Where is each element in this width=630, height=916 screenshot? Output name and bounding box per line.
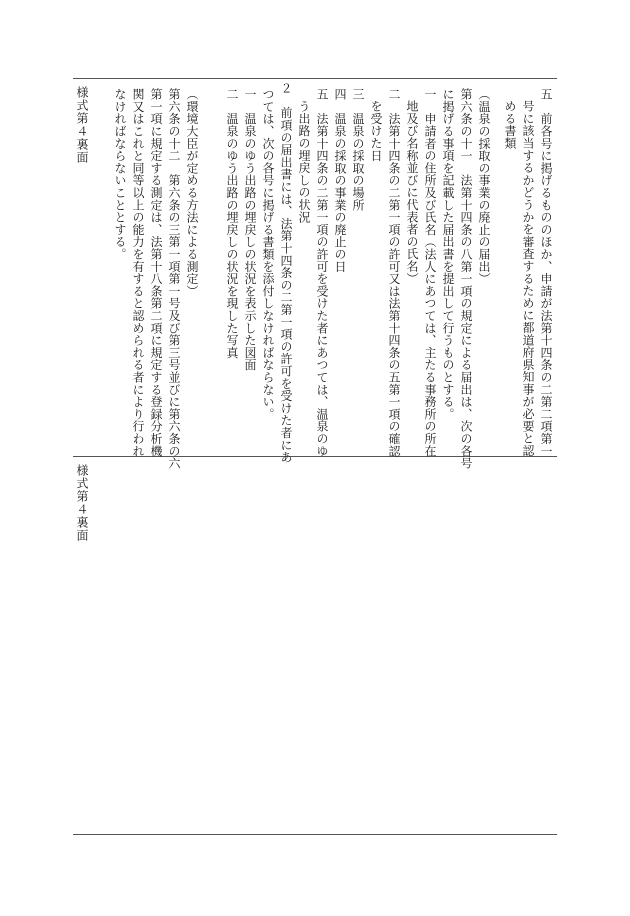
text-line: つては、次の各号に掲げる書類を添付しなければならない。 (261, 88, 275, 421)
text-line: 地及び名称並びに代表者の氏名） (405, 100, 419, 285)
side-label-top: 様式第４裏面 (75, 86, 89, 164)
text-line: 第一項に規定する測定は、法第十八条第二項に規定する登録分析機 (149, 88, 163, 457)
text-line: 五 前各号に掲げるもののほか、申請が法第十四条の二第二項第一 (539, 88, 553, 457)
text-line: （環境大臣が定める方法による測定） (185, 88, 199, 298)
top-rule (73, 78, 557, 79)
text-line: 一 申請者の住所及び氏名（法人にあつては、主たる事務所の所在 (423, 88, 437, 457)
text-line: 第六条の十一 法第十四条の八第一項の規定による届出は、次の各号 (459, 88, 473, 470)
text-line: 一 温泉のゆう出路の埋戻しの状況を表示した図面 (243, 88, 257, 371)
text-line: 三 温泉の採取の場所 (351, 88, 365, 211)
text-line: ２ 前項の届出書には、法第十四条の二第一項の許可を受けた者にあ (279, 82, 293, 464)
text-line: 関又はこれと同等以上の能力を有すると認められる者により行われ (131, 88, 145, 457)
text-line: 二 法第十四条の二第一項の許可又は法第十四条の五第一項の確認 (387, 88, 401, 457)
bottom-rule (73, 834, 557, 835)
text-line: める書類 (503, 100, 517, 150)
side-label-bottom: 様式第４裏面 (75, 464, 89, 542)
text-line: に掲げる事項を記載した届出書を提出して行うものとする。 (441, 88, 455, 421)
text-line: 四 温泉の採取の事業の廃止の日 (333, 88, 347, 273)
text-line: を受けた日 (369, 100, 383, 162)
text-line: なければならないこととする。 (113, 88, 127, 261)
text-line: 五 法第十四条の二第一項の許可を受けた者にあつては、温泉のゆ (315, 88, 329, 457)
text-line: 号に該当するかどうかを審査するために都道府県知事が必要と認 (521, 100, 535, 457)
text-line: 二 温泉のゆう出路の埋戻しの状況を現した写真 (225, 88, 239, 359)
text-line: う出路の埋戻しの状況 (297, 100, 311, 223)
text-line: 第六条の十二 第六条の三第一項第一号及び第三号並びに第六条の六 (167, 88, 181, 470)
text-line: （温泉の採取の事業の廃止の届出） (477, 88, 491, 285)
